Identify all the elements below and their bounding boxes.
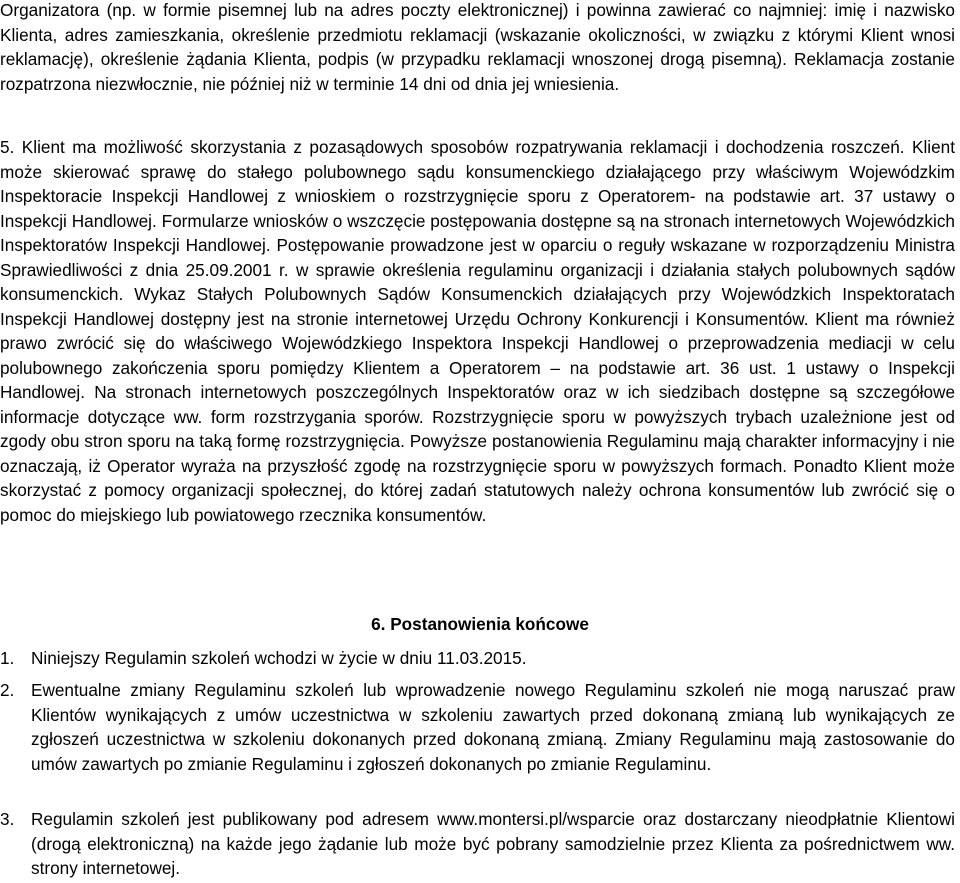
section-6-heading: 6. Postanowienia końcowe [371, 614, 589, 634]
list-item-number: 2. [0, 680, 15, 700]
list-item-text: Ewentualne zmiany Regulaminu szkoleń lub wprowadzenie nowego Regulaminu szkoleń nie mogą naruszać praw Klientów wynikających z umów uczestnictwa w szkoleniu zawartych przed dokonaną zmianą lub wynikających ze zgłoszeń uczestnictwa w szkoleniu dokonanych przed dokonaną zmianą. Zmiany Regulaminu mają zastosowanie do umów zawartych po zmianie Regulaminu i zgłoszeń dokonanych po zmianie Regulaminu. [31, 680, 955, 774]
point-5-paragraph: 5. Klient ma możliwość skorzystania z pozasądowych sposobów rozpatrywania reklamacji i dochodzenia roszczeń. Klient może skierować sprawę do stałego polubownego sądu konsumenckiego działającego przy właściwym Wojewódzkim Inspektoracie Inspekcji Handlowej z wnioskiem o rozstrzygnięcie sporu z Operatorem- na podstawie art. 37 ustawy o Inspekcji Handlowej. Formularze wniosków o wszczęcie postępowania dostępne są na stronach internetowych Wojewódzkich Inspektoratów Inspekcji Handlowej. Postępowanie prowadzone jest w oparciu o reguły wskazane w rozporządzeniu Ministra Sprawiedliwości z dnia 25.09.2001 r. w sprawie określenia regulaminu organizacji i działania stałych polubownych sądów konsumenckich. Wykaz Stałych Polubownych Sądów Konsumenckich działających przy Wojewódzkich Inspektoratach Inspekcji Handlowej dostępny jest na stronie internetowej Urzędu Ochrony Konkurencji i Konsumentów. Klient ma również prawo zwrócić się do właściwego Wojewódzkiego Inspektora Inspekcji Handlowej o przeprowadzenia mediacji w celu polubownego zakończenia sporu pomiędzy Klientem a Operatorem – na podstawie art. 36 ust. 1 ustawy o Inspekcji Handlowej. Na stronach internetowych poszczególnych Inspektoratów oraz w ich siedzibach dostępne są szczegółowe informacje dotyczące ww. form rozstrzygania sporów. Rozstrzygnięcie sporu w powyższych trybach uzależnione jest od zgody obu stron sporu na taką formę rozstrzygnięcia. Powyższe postanowienia Regulaminu mają charakter informacyjny i nie oznaczają, iż Operator wyraża na przyszłość zgodę na rozstrzygnięcie sporu w powyższych formach. Ponadto Klient może skorzystać z pomocy organizacji społecznej, do której zadań statutowych należy ochrona konsumentów lub zwrócić się o pomoc do miejskiego lub powiatowego rzecznika konsumentów. [0, 137, 955, 525]
list-item-text: Regulamin szkoleń jest publikowany pod adresem www.montersi.pl/wsparcie oraz dostarczany nieodpłatnie Klientowi (drogą elektroniczną) na każde jego żądanie lub może być pobrany samodzielnie przez Klienta za pośrednictwem ww. strony internetowej. [31, 809, 955, 878]
list-item-number: 1. [0, 648, 15, 668]
list-item-text: Niniejszy Regulamin szkoleń wchodzi w życie w dniu 11.03.2015. [31, 648, 527, 668]
complaint-paragraph: Organizatora (np. w formie pisemnej lub na adres poczty elektronicznej) i powinna zawierać co najmniej: imię i nazwisko Klienta, adres zamieszkania, określenie przedmiotu reklamacji (wskazanie okoliczności, w związku z którymi Klient wnosi reklamację), określenie żądania Klienta, podpis (w przypadku reklamacji wnoszonej drogą pisemną). Reklamacja zostanie rozpatrzona niezwłocznie, nie później niż w terminie 14 dni od dnia jej wniesienia. [0, 0, 955, 94]
list-item-number: 3. [0, 809, 15, 829]
